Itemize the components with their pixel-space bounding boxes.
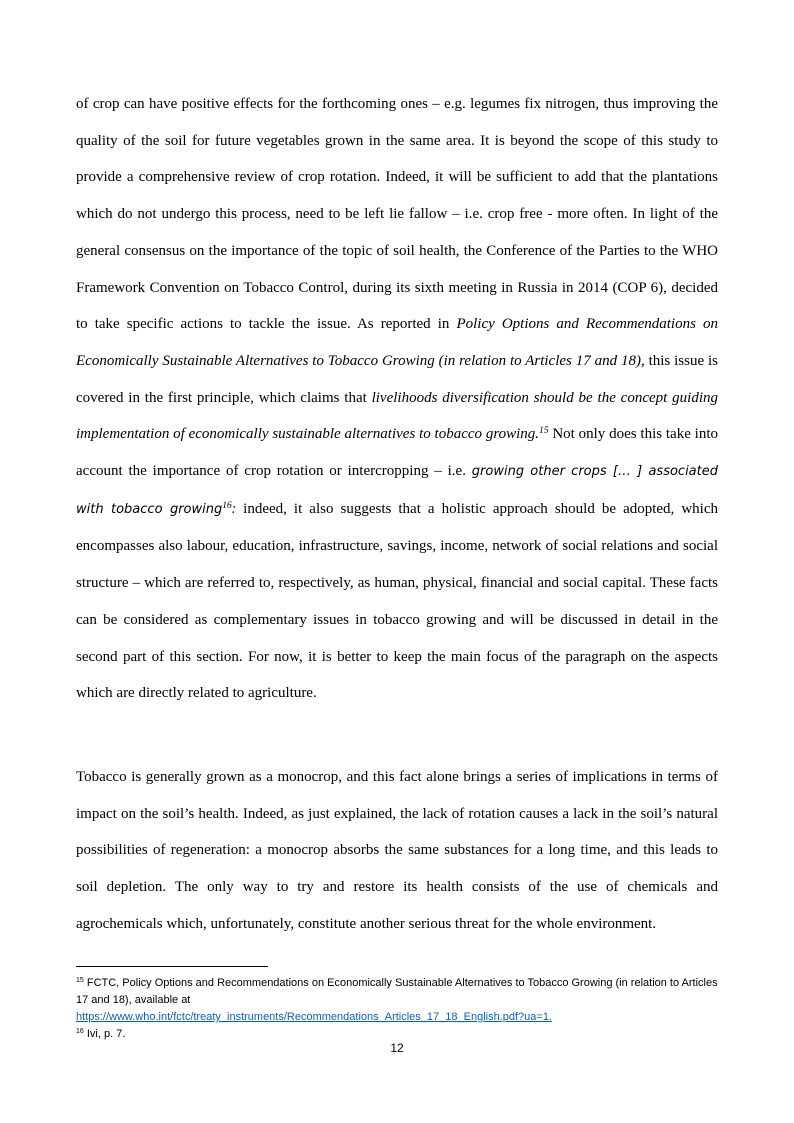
paragraph1-middle: , this issue is covered in the first principle, which claims that: [76, 352, 718, 406]
body-paragraph-1: [76, 86, 718, 712]
principle-quote: livelihoods diversification should be the concept guiding implementation of economically sustainable alternatives to tobacco growing.: [76, 389, 718, 443]
footnote-ref-15[interactable]: 15: [539, 426, 549, 437]
footnote-number: 16: [76, 1028, 84, 1035]
paragraph1-intro: of crop can have positive effects for the forthcoming ones – e.g. legumes fix nitrogen, thus improving the quality of the soil for future vegetables grown in the same area. It is beyond the scope of this study to provide a comprehensive review of crop rotation. Indeed, it will be sufficient to add that the plantations which do not undergo this process, need to be left lie fallow – i.e. crop free - more often. In light of the general consensus on the importance of the topic of soil health, the Conference of the Parties to the WHO Framework Convention on Tobacco Control, during its sixth meeting in Russia in 2014 (COP 6), decided to take specific actions to tackle the issue. As reported in: [76, 96, 718, 333]
footnotes: [76, 975, 718, 1043]
footnote-text: Ivi, p. 7.: [83, 1028, 126, 1040]
policy-document-title: Policy Options and Recommendations on Economically Sustainable Alternatives to Tobacco Growing (in relation to Articles 17 and 18): [76, 316, 718, 369]
quote-colon: :: [231, 501, 237, 517]
footnote-separator: [76, 966, 268, 967]
footnote-number: 15: [76, 977, 84, 984]
paragraph1-ending: indeed, it also suggests that a holistic approach should be adopted, which encompasses also labour, education, infrastructure, savings, income, network of social relations and social structure – which are referred to, respectively, as human, physical, financial and social capital. These facts can be considered as complementary issues in tobacco growing and will be discussed in detail in the second part of this section. For now, it is better to keep the main focus of the paragraph on the aspects which are directly related to agriculture.: [76, 500, 718, 702]
intercrop-quote: growing other crops [… ] associated with tobacco growing: [76, 464, 718, 517]
footnote-text: FCTC, Policy Options and Recommendations on Economically Sustainable Alternatives to Tobacco Growing (in relation to Articles 17 and 18), available at: [76, 977, 718, 1006]
footnote-15: [76, 975, 718, 1026]
footnote-link[interactable]: https://www.who.int/fctc/treaty_instruments/Recommendations_Articles_17_18_English.pdf?ua=1.: [76, 1011, 553, 1023]
footnote-ref-16[interactable]: 16: [222, 500, 232, 511]
paragraph1-after-ref: Not only does this take into account the importance of crop rotation or intercropping – i.e.: [76, 426, 718, 480]
page-number: 12: [390, 1041, 404, 1055]
body-paragraph-2: Tobacco is generally grown as a monocrop, and this fact alone brings a series of implications in terms of impact on the soil’s health. Indeed, as just explained, the lack of rotation causes a lack in the soil’s natural possibilities of regeneration: a monocrop absorbs the same substances for a long time, and this leads to soil depletion. The only way to try and restore its health consists of the use of chemicals and agrochemicals which, unfortunately, constitute another serious threat for the whole environment.: [76, 769, 718, 932]
